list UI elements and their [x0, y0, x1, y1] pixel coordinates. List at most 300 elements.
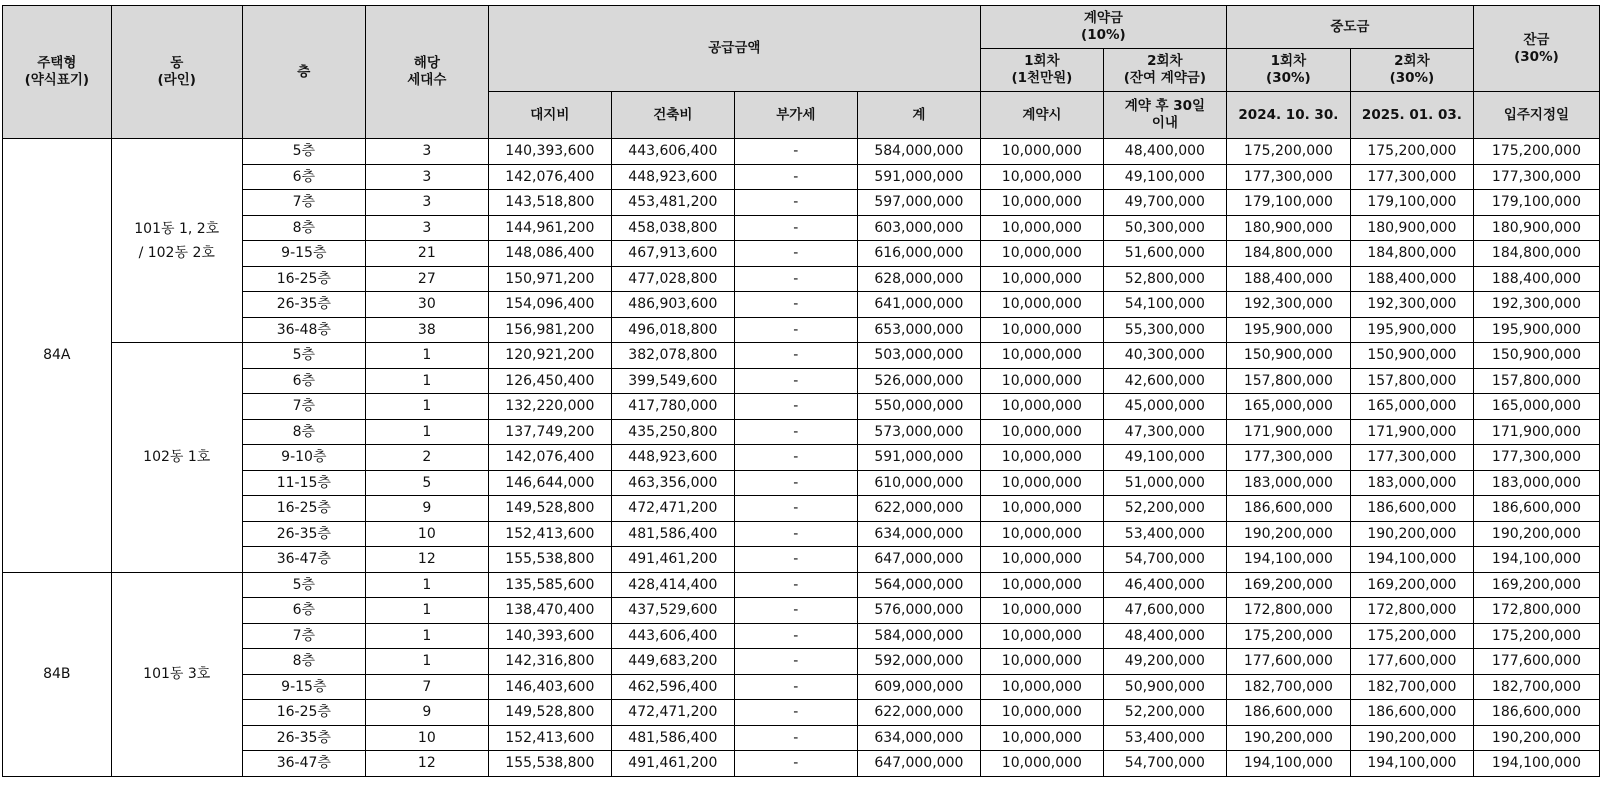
- cell-building: 481,586,400: [611, 521, 734, 547]
- cell-land: 155,538,800: [488, 751, 611, 777]
- cell-vat: -: [734, 215, 857, 241]
- cell-dep1: 10,000,000: [980, 623, 1103, 649]
- table-row: [3, 725, 1600, 751]
- header-building-cost: 건축비: [611, 92, 734, 139]
- cell-building: 458,038,800: [611, 215, 734, 241]
- cell-vat: -: [734, 700, 857, 726]
- cell-balance: 150,900,000: [1473, 343, 1599, 369]
- cell-floor: 26-35층: [242, 521, 365, 547]
- cell-total: 634,000,000: [857, 521, 980, 547]
- cell-vat: -: [734, 190, 857, 216]
- cell-dep2: 49,100,000: [1103, 445, 1226, 471]
- cell-vat: -: [734, 623, 857, 649]
- cell-dep1: 10,000,000: [980, 292, 1103, 318]
- cell-units: 1: [365, 343, 488, 369]
- cell-total: 591,000,000: [857, 164, 980, 190]
- cell-units: 3: [365, 164, 488, 190]
- cell-floor: 6층: [242, 164, 365, 190]
- cell-balance: 175,200,000: [1473, 623, 1599, 649]
- header-middle-1-date: 2024. 10. 30.: [1226, 92, 1350, 139]
- cell-units: 1: [365, 394, 488, 420]
- cell-vat: -: [734, 164, 857, 190]
- cell-floor: 9-15층: [242, 241, 365, 267]
- cell-floor: 36-48층: [242, 317, 365, 343]
- cell-units: 2: [365, 445, 488, 471]
- header-balance: 잔금 (30%): [1473, 6, 1599, 92]
- table-row: [3, 623, 1600, 649]
- cell-building: 472,471,200: [611, 700, 734, 726]
- table-row: [3, 598, 1600, 624]
- cell-land: 152,413,600: [488, 725, 611, 751]
- cell-building: 491,461,200: [611, 547, 734, 573]
- cell-mid2: 188,400,000: [1350, 266, 1473, 292]
- cell-total: 610,000,000: [857, 470, 980, 496]
- cell-building: 463,356,000: [611, 470, 734, 496]
- table-row: [3, 572, 1600, 598]
- cell-dep1: 10,000,000: [980, 215, 1103, 241]
- cell-dep1: 10,000,000: [980, 700, 1103, 726]
- cell-dep1: 10,000,000: [980, 572, 1103, 598]
- table-row: [3, 700, 1600, 726]
- cell-mid2: 172,800,000: [1350, 598, 1473, 624]
- dong-line-2: / 102동 2호: [138, 244, 215, 261]
- cell-balance: 184,800,000: [1473, 241, 1599, 267]
- cell-units: 9: [365, 496, 488, 522]
- cell-floor: 5층: [242, 343, 365, 369]
- cell-vat: -: [734, 470, 857, 496]
- cell-mid1: 184,800,000: [1226, 241, 1350, 267]
- cell-dep1: 10,000,000: [980, 164, 1103, 190]
- table-body: [3, 139, 1600, 777]
- cell-mid1: 177,600,000: [1226, 649, 1350, 675]
- header-deposit-1-when: 계약시: [980, 92, 1103, 139]
- cell-mid1: 180,900,000: [1226, 215, 1350, 241]
- cell-balance: 190,200,000: [1473, 521, 1599, 547]
- cell-balance: 157,800,000: [1473, 368, 1599, 394]
- cell-total: 609,000,000: [857, 674, 980, 700]
- cell-mid2: 183,000,000: [1350, 470, 1473, 496]
- cell-mid2: 177,300,000: [1350, 445, 1473, 471]
- cell-mid1: 150,900,000: [1226, 343, 1350, 369]
- cell-mid1: 179,100,000: [1226, 190, 1350, 216]
- cell-balance: 190,200,000: [1473, 725, 1599, 751]
- cell-floor: 7층: [242, 394, 365, 420]
- cell-floor: 16-25층: [242, 496, 365, 522]
- cell-balance: 175,200,000: [1473, 139, 1599, 165]
- table-row: [3, 215, 1600, 241]
- cell-balance: 188,400,000: [1473, 266, 1599, 292]
- header-floor: 층: [242, 6, 365, 139]
- cell-dep2: 46,400,000: [1103, 572, 1226, 598]
- cell-building: 496,018,800: [611, 317, 734, 343]
- table-row: [3, 164, 1600, 190]
- header-total: 계: [857, 92, 980, 139]
- cell-total: 564,000,000: [857, 572, 980, 598]
- table-row: [3, 292, 1600, 318]
- cell-total: 592,000,000: [857, 649, 980, 675]
- cell-mid2: 171,900,000: [1350, 419, 1473, 445]
- cell-land: 144,961,200: [488, 215, 611, 241]
- cell-dep1: 10,000,000: [980, 266, 1103, 292]
- header-land-cost: 대지비: [488, 92, 611, 139]
- cell-mid2: 150,900,000: [1350, 343, 1473, 369]
- cell-balance: 171,900,000: [1473, 419, 1599, 445]
- cell-units: 38: [365, 317, 488, 343]
- table-row: [3, 521, 1600, 547]
- cell-total: 503,000,000: [857, 343, 980, 369]
- cell-dep1: 10,000,000: [980, 368, 1103, 394]
- header-middle-2: 2회차 (30%): [1350, 49, 1473, 92]
- cell-dep1: 10,000,000: [980, 725, 1103, 751]
- cell-mid2: 186,600,000: [1350, 700, 1473, 726]
- header-middle-1: 1회차 (30%): [1226, 49, 1350, 92]
- cell-balance: 179,100,000: [1473, 190, 1599, 216]
- cell-land: 142,076,400: [488, 164, 611, 190]
- cell-dep2: 52,800,000: [1103, 266, 1226, 292]
- cell-floor: 9-10층: [242, 445, 365, 471]
- cell-mid2: 190,200,000: [1350, 725, 1473, 751]
- cell-land: 155,538,800: [488, 547, 611, 573]
- cell-vat: -: [734, 317, 857, 343]
- cell-vat: -: [734, 496, 857, 522]
- cell-units: 10: [365, 521, 488, 547]
- cell-dep2: 49,200,000: [1103, 649, 1226, 675]
- cell-building: 437,529,600: [611, 598, 734, 624]
- header-deposit-2-when: 계약 후 30일 이내: [1103, 92, 1226, 139]
- cell-mid1: 194,100,000: [1226, 547, 1350, 573]
- cell-building: 491,461,200: [611, 751, 734, 777]
- cell-dep2: 54,100,000: [1103, 292, 1226, 318]
- cell-dep1: 10,000,000: [980, 139, 1103, 165]
- header-units: 해당 세대수: [365, 6, 488, 139]
- cell-mid1: 183,000,000: [1226, 470, 1350, 496]
- cell-land: 142,316,800: [488, 649, 611, 675]
- table-row: [3, 343, 1600, 369]
- cell-mid2: 192,300,000: [1350, 292, 1473, 318]
- table-row: [3, 241, 1600, 267]
- cell-dong: [111, 139, 242, 343]
- cell-floor: 26-35층: [242, 725, 365, 751]
- cell-mid2: 186,600,000: [1350, 496, 1473, 522]
- cell-dep2: 47,600,000: [1103, 598, 1226, 624]
- cell-dep2: 48,400,000: [1103, 139, 1226, 165]
- cell-dep2: 53,400,000: [1103, 521, 1226, 547]
- cell-total: 628,000,000: [857, 266, 980, 292]
- cell-land: 146,644,000: [488, 470, 611, 496]
- cell-mid1: 175,200,000: [1226, 623, 1350, 649]
- cell-dep1: 10,000,000: [980, 674, 1103, 700]
- cell-total: 603,000,000: [857, 215, 980, 241]
- header-dong: 동 (라인): [111, 6, 242, 139]
- cell-land: 135,585,600: [488, 572, 611, 598]
- cell-vat: -: [734, 368, 857, 394]
- cell-balance: 177,300,000: [1473, 164, 1599, 190]
- cell-dep1: 10,000,000: [980, 419, 1103, 445]
- cell-floor: 8층: [242, 215, 365, 241]
- cell-mid1: 157,800,000: [1226, 368, 1350, 394]
- cell-balance: 182,700,000: [1473, 674, 1599, 700]
- cell-mid2: 179,100,000: [1350, 190, 1473, 216]
- cell-mid2: 190,200,000: [1350, 521, 1473, 547]
- cell-mid2: 184,800,000: [1350, 241, 1473, 267]
- table-row: [3, 139, 1600, 165]
- cell-dep2: 54,700,000: [1103, 547, 1226, 573]
- cell-mid1: 171,900,000: [1226, 419, 1350, 445]
- cell-dep2: 53,400,000: [1103, 725, 1226, 751]
- header-supply-price: 공급금액: [488, 6, 980, 92]
- cell-total: 526,000,000: [857, 368, 980, 394]
- cell-units: 1: [365, 368, 488, 394]
- cell-dep2: 47,300,000: [1103, 419, 1226, 445]
- cell-total: 622,000,000: [857, 700, 980, 726]
- cell-balance: 194,100,000: [1473, 547, 1599, 573]
- table-row: [3, 547, 1600, 573]
- cell-balance: 180,900,000: [1473, 215, 1599, 241]
- header-vat: 부가세: [734, 92, 857, 139]
- cell-units: 30: [365, 292, 488, 318]
- cell-building: 399,549,600: [611, 368, 734, 394]
- cell-mid2: 177,300,000: [1350, 164, 1473, 190]
- cell-units: 12: [365, 547, 488, 573]
- cell-dep2: 50,900,000: [1103, 674, 1226, 700]
- cell-units: 10: [365, 725, 488, 751]
- cell-balance: 186,600,000: [1473, 700, 1599, 726]
- cell-dep1: 10,000,000: [980, 649, 1103, 675]
- cell-building: 481,586,400: [611, 725, 734, 751]
- cell-vat: -: [734, 419, 857, 445]
- cell-floor: 11-15층: [242, 470, 365, 496]
- cell-units: 1: [365, 598, 488, 624]
- cell-dep2: 54,700,000: [1103, 751, 1226, 777]
- cell-mid1: 186,600,000: [1226, 496, 1350, 522]
- cell-dep2: 40,300,000: [1103, 343, 1226, 369]
- cell-mid2: 180,900,000: [1350, 215, 1473, 241]
- cell-units: 12: [365, 751, 488, 777]
- cell-total: 573,000,000: [857, 419, 980, 445]
- cell-land: 156,981,200: [488, 317, 611, 343]
- table-row: [3, 674, 1600, 700]
- cell-balance: 177,300,000: [1473, 445, 1599, 471]
- cell-floor: 36-47층: [242, 547, 365, 573]
- header-middle-payment: 중도금: [1226, 6, 1473, 49]
- cell-total: 584,000,000: [857, 623, 980, 649]
- header-type: 주택형 (약식표기): [3, 6, 112, 139]
- table-row: [3, 368, 1600, 394]
- cell-land: 143,518,800: [488, 190, 611, 216]
- cell-dep1: 10,000,000: [980, 190, 1103, 216]
- cell-mid1: 177,300,000: [1226, 445, 1350, 471]
- table-row: [3, 317, 1600, 343]
- cell-dep2: 49,100,000: [1103, 164, 1226, 190]
- cell-floor: 5층: [242, 139, 365, 165]
- cell-units: 1: [365, 623, 488, 649]
- table-row: [3, 445, 1600, 471]
- cell-floor: 5층: [242, 572, 365, 598]
- cell-vat: -: [734, 266, 857, 292]
- cell-land: 142,076,400: [488, 445, 611, 471]
- cell-units: 3: [365, 215, 488, 241]
- dong-line-1: 101동 1, 2호: [134, 220, 220, 237]
- cell-vat: -: [734, 394, 857, 420]
- cell-building: 449,683,200: [611, 649, 734, 675]
- cell-dep2: 49,700,000: [1103, 190, 1226, 216]
- cell-dep1: 10,000,000: [980, 547, 1103, 573]
- cell-balance: 177,600,000: [1473, 649, 1599, 675]
- dong-line-1: 102동 1호: [143, 449, 211, 466]
- header-deposit-1: 1회차 (1천만원): [980, 49, 1103, 92]
- table-row: [3, 190, 1600, 216]
- cell-dep1: 10,000,000: [980, 343, 1103, 369]
- cell-mid1: 192,300,000: [1226, 292, 1350, 318]
- cell-total: 616,000,000: [857, 241, 980, 267]
- cell-vat: -: [734, 725, 857, 751]
- cell-floor: 36-47층: [242, 751, 365, 777]
- table-row: [3, 496, 1600, 522]
- cell-floor: 7층: [242, 623, 365, 649]
- cell-mid2: 169,200,000: [1350, 572, 1473, 598]
- cell-dep2: 48,400,000: [1103, 623, 1226, 649]
- cell-building: 453,481,200: [611, 190, 734, 216]
- cell-vat: -: [734, 139, 857, 165]
- cell-land: 140,393,600: [488, 139, 611, 165]
- cell-dep2: 51,000,000: [1103, 470, 1226, 496]
- cell-vat: -: [734, 343, 857, 369]
- cell-balance: 186,600,000: [1473, 496, 1599, 522]
- cell-dep1: 10,000,000: [980, 241, 1103, 267]
- cell-mid2: 194,100,000: [1350, 547, 1473, 573]
- cell-mid1: 165,000,000: [1226, 394, 1350, 420]
- cell-units: 9: [365, 700, 488, 726]
- cell-vat: -: [734, 649, 857, 675]
- cell-dep1: 10,000,000: [980, 470, 1103, 496]
- cell-building: 428,414,400: [611, 572, 734, 598]
- cell-mid1: 195,900,000: [1226, 317, 1350, 343]
- cell-vat: -: [734, 674, 857, 700]
- cell-mid1: 172,800,000: [1226, 598, 1350, 624]
- cell-mid2: 194,100,000: [1350, 751, 1473, 777]
- cell-building: 443,606,400: [611, 623, 734, 649]
- cell-dep1: 10,000,000: [980, 496, 1103, 522]
- cell-floor: 16-25층: [242, 700, 365, 726]
- cell-building: 448,923,600: [611, 164, 734, 190]
- cell-mid2: 175,200,000: [1350, 139, 1473, 165]
- cell-total: 576,000,000: [857, 598, 980, 624]
- cell-dep2: 45,000,000: [1103, 394, 1226, 420]
- table-header: [3, 6, 1600, 139]
- cell-building: 467,913,600: [611, 241, 734, 267]
- cell-vat: -: [734, 445, 857, 471]
- cell-mid1: 177,300,000: [1226, 164, 1350, 190]
- table-row: [3, 419, 1600, 445]
- cell-total: 641,000,000: [857, 292, 980, 318]
- cell-total: 653,000,000: [857, 317, 980, 343]
- cell-land: 149,528,800: [488, 700, 611, 726]
- cell-land: 126,450,400: [488, 368, 611, 394]
- cell-building: 443,606,400: [611, 139, 734, 165]
- cell-dep2: 52,200,000: [1103, 496, 1226, 522]
- cell-building: 486,903,600: [611, 292, 734, 318]
- cell-dep2: 51,600,000: [1103, 241, 1226, 267]
- cell-vat: -: [734, 547, 857, 573]
- cell-total: 584,000,000: [857, 139, 980, 165]
- cell-land: 154,096,400: [488, 292, 611, 318]
- cell-dep1: 10,000,000: [980, 394, 1103, 420]
- cell-building: 462,596,400: [611, 674, 734, 700]
- cell-land: 138,470,400: [488, 598, 611, 624]
- cell-mid2: 165,000,000: [1350, 394, 1473, 420]
- dong-line-1: 101동 3호: [143, 666, 211, 682]
- cell-balance: 194,100,000: [1473, 751, 1599, 777]
- cell-mid1: 175,200,000: [1226, 139, 1350, 165]
- cell-building: 472,471,200: [611, 496, 734, 522]
- cell-units: 5: [365, 470, 488, 496]
- cell-land: 146,403,600: [488, 674, 611, 700]
- cell-dep1: 10,000,000: [980, 445, 1103, 471]
- cell-vat: -: [734, 751, 857, 777]
- cell-mid2: 157,800,000: [1350, 368, 1473, 394]
- cell-units: 1: [365, 419, 488, 445]
- cell-dep1: 10,000,000: [980, 598, 1103, 624]
- table-row: [3, 266, 1600, 292]
- cell-floor: 9-15층: [242, 674, 365, 700]
- cell-mid1: 188,400,000: [1226, 266, 1350, 292]
- cell-balance: 165,000,000: [1473, 394, 1599, 420]
- cell-balance: 169,200,000: [1473, 572, 1599, 598]
- cell-mid1: 186,600,000: [1226, 700, 1350, 726]
- table-row: [3, 394, 1600, 420]
- cell-land: 137,749,200: [488, 419, 611, 445]
- table-row: [3, 470, 1600, 496]
- cell-floor: 7층: [242, 190, 365, 216]
- cell-mid1: 190,200,000: [1226, 725, 1350, 751]
- cell-units: 3: [365, 139, 488, 165]
- cell-building: 448,923,600: [611, 445, 734, 471]
- cell-units: 1: [365, 572, 488, 598]
- cell-dep1: 10,000,000: [980, 751, 1103, 777]
- cell-mid2: 177,600,000: [1350, 649, 1473, 675]
- cell-dep1: 10,000,000: [980, 317, 1103, 343]
- cell-total: 647,000,000: [857, 751, 980, 777]
- cell-vat: -: [734, 241, 857, 267]
- cell-floor: 6층: [242, 598, 365, 624]
- cell-mid2: 175,200,000: [1350, 623, 1473, 649]
- price-table-container: [2, 5, 1600, 777]
- cell-floor: 8층: [242, 419, 365, 445]
- cell-units: 1: [365, 649, 488, 675]
- cell-dong: [111, 343, 242, 573]
- cell-total: 647,000,000: [857, 547, 980, 573]
- cell-total: 550,000,000: [857, 394, 980, 420]
- cell-total: 634,000,000: [857, 725, 980, 751]
- cell-units: 7: [365, 674, 488, 700]
- cell-mid1: 169,200,000: [1226, 572, 1350, 598]
- cell-land: 132,220,000: [488, 394, 611, 420]
- cell-balance: 195,900,000: [1473, 317, 1599, 343]
- cell-dong: [111, 572, 242, 776]
- cell-total: 622,000,000: [857, 496, 980, 522]
- cell-balance: 192,300,000: [1473, 292, 1599, 318]
- cell-dep2: 52,200,000: [1103, 700, 1226, 726]
- cell-units: 21: [365, 241, 488, 267]
- cell-total: 597,000,000: [857, 190, 980, 216]
- cell-vat: -: [734, 598, 857, 624]
- cell-total: 591,000,000: [857, 445, 980, 471]
- cell-dep2: 55,300,000: [1103, 317, 1226, 343]
- table-row: [3, 751, 1600, 777]
- cell-units: 27: [365, 266, 488, 292]
- cell-dep2: 42,600,000: [1103, 368, 1226, 394]
- cell-vat: -: [734, 292, 857, 318]
